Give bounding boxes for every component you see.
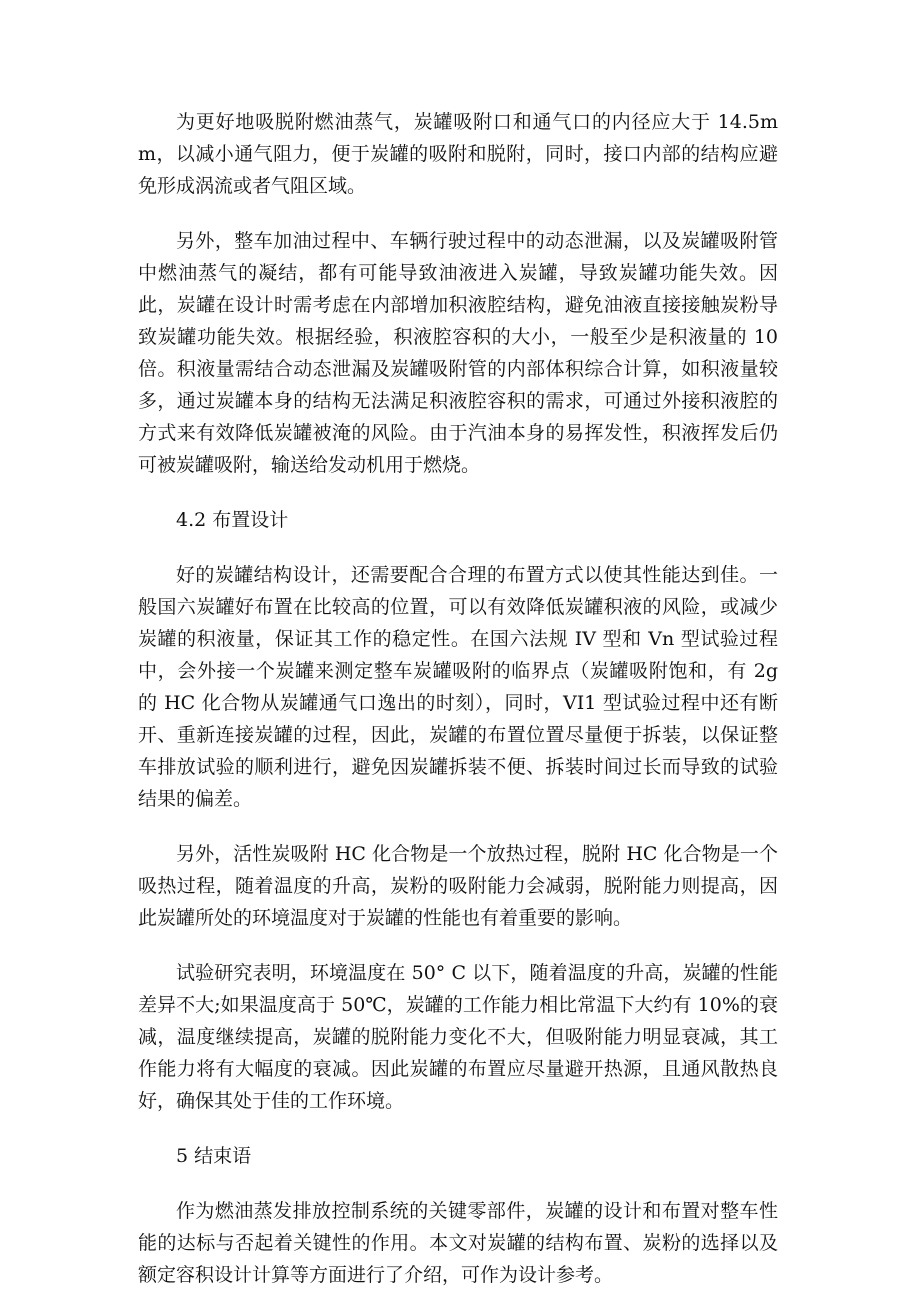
paragraph-conclusion: 作为燃油蒸发排放控制系统的关键零部件，炭罐的设计和布置对整车性能的达标与否起着关键性的作用。本文对炭罐的结构布置、炭粉的选择以及额定容积设计计算等方面进行了介绍，可作为设计参考。 bbox=[138, 1200, 778, 1286]
paragraph-adsorption-heat: 另外，活性炭吸附 HC 化合物是一个放热过程，脱附 HC 化合物是一个吸热过程，随着温度的升高，炭粉的吸附能力会减弱，脱附能力则提高，因此炭罐所处的环境温度对于炭罐的性能也有着重要的影响。 bbox=[138, 843, 778, 929]
paragraph-temperature-study: 试验研究表明，环境温度在 50° C 以下，随着温度的升高，炭罐的性能差异不大;如果温度高于 50℃，炭罐的工作能力相比常温下大约有 10%的衰减，温度继续提高，炭罐的脱附能力变化不大，但吸附能力明显衰减，其工作能力将有大幅度的衰减。因此炭罐的布置应尽量避开热源，且通风散热良好，确保其处于佳的工作环境。 bbox=[138, 962, 778, 1112]
paragraph-placement: 好的炭罐结构设计，还需要配合合理的布置方式以使其性能达到佳。一般国六炭罐好布置在比较高的位置，可以有效降低炭罐积液的风险，或减少炭罐的积液量，保证其工作的稳定性。在国六法规 IV 型和 Vn 型试验过程中，会外接一个炭罐来测定整车炭罐吸附的临界点（炭罐吸附饱和，有 2g 的 HC 化合物从炭罐通气口逸出的时刻），同时，VI1 型试验过程中还有断开、重新连接炭罐的过程，因此，炭罐的布置位置尽量便于拆装，以保证整车排放试验的顺利进行，避免因炭罐拆装不便、拆装时间过长而导致的试验结果的偏差。 bbox=[138, 564, 778, 810]
section-heading-conclusion: 5 结束语 bbox=[176, 1145, 252, 1167]
paragraph-vent-diameter: 为更好地吸脱附燃油蒸气，炭罐吸附口和通气口的内径应大于 14.5mm，以减小通气阻力，便于炭罐的吸附和脱附，同时，接口内部的结构应避免形成涡流或者气阻区域。 bbox=[138, 111, 778, 197]
paragraph-liquid-trap: 另外，整车加油过程中、车辆行驶过程中的动态泄漏，以及炭罐吸附管中燃油蒸气的凝结，都有可能导致油液进入炭罐，导致炭罐功能失效。因此，炭罐在设计时需考虑在内部增加积液腔结构，避免油液直接接触炭粉导致炭罐功能失效。根据经验，积液腔容积的大小，一般至少是积液量的 10 倍。积液量需结合动态泄漏及炭罐吸附管的内部体积综合计算，如积液量较多，通过炭罐本身的结构无法满足积液腔容积的需求，可通过外接积液腔的方式来有效降低炭罐被淹的风险。由于汽油本身的易挥发性，积液挥发后仍可被炭罐吸附，输送给发动机用于燃烧。 bbox=[138, 230, 778, 476]
section-heading-layout-design: 4.2 布置设计 bbox=[176, 509, 289, 531]
document-body bbox=[138, 106, 778, 1314]
